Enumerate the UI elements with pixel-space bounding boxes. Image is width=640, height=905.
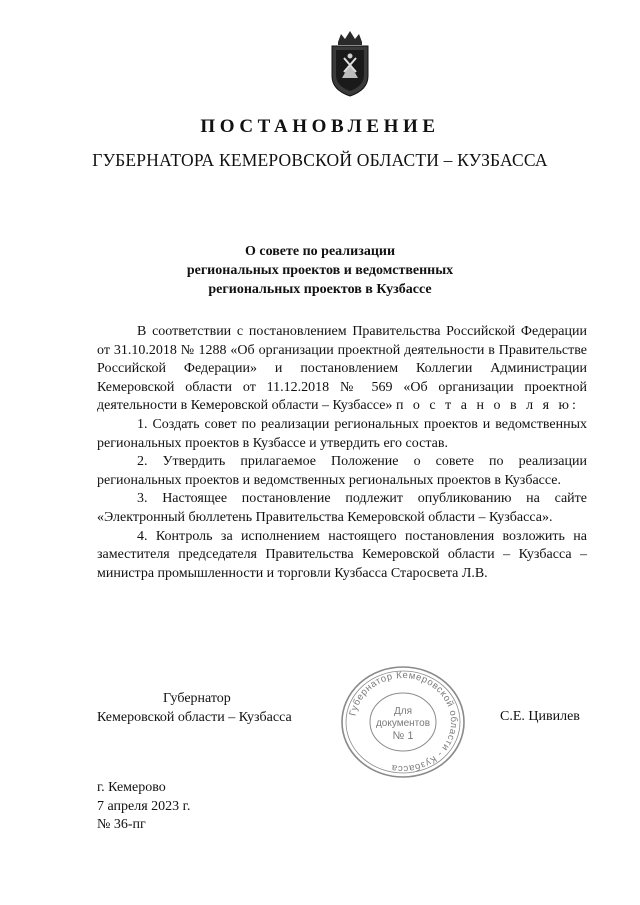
decree-item: 3. Настоящее постановление подлежит опубликованию на сайте «Электронный бюллетень Правительства Кемеровской области – Кузбасса».	[97, 491, 587, 525]
stamp-center-text: Для	[393, 706, 413, 717]
subject-line: О совете по реализации	[244, 244, 396, 259]
document-place-date	[97, 779, 190, 835]
decree-item: 1. Создать совет по реализации региональных проектов и ведомственных региональных проектов в Кузбассе и утвердить его состав.	[97, 416, 587, 451]
stamp-center-text: документов	[375, 718, 431, 729]
stamp-center-text: № 1	[392, 730, 414, 742]
signatory-title-line: Губернатор	[163, 691, 231, 706]
coat-of-arms-emblem	[328, 28, 372, 98]
date: 7 апреля 2023 г.	[97, 798, 191, 814]
subject-line: региональных проектов в Кузбассе	[208, 282, 432, 297]
signatory-title	[97, 690, 292, 727]
document-number: № 36-пг	[97, 817, 146, 833]
decree-word: п о с т а н о в л я ю:	[395, 398, 579, 414]
issuer-title: ГУБЕРНАТОРА КЕМЕРОВСКОЙ ОБЛАСТИ – КУЗБАССА	[92, 150, 548, 170]
signatory-name: С.Е. Цивилев	[500, 709, 580, 724]
signatory-title-line: Кемеровской области – Кузбасса	[97, 709, 292, 725]
stamp-ring-text: Губернатор Кемеровской области - Кузбасса	[347, 669, 460, 775]
document-type-title: ПОСТАНОВЛЕНИЕ	[200, 116, 440, 137]
document-body	[97, 323, 587, 583]
decree-item: 4. Контроль за исполнением настоящего постановления возложить на заместителя председателя Правительства Кемеровской области – Кузбасса – министра промышленности и торговли Кузбасса Старосвета Л.В.	[97, 528, 587, 581]
preamble-paragraph	[97, 323, 587, 416]
decree-item: 2. Утвердить прилагаемое Положение о совете по реализации региональных проектов и ведомственных региональных проектов в Кузбассе.	[97, 454, 587, 488]
preamble-text: В соответствии с постановлением Правительства Российской Федерации от 31.10.2018 № 1288 «Об организации проектной деятельности в Правительстве Российской Федерации» и постановлением Коллегии Администрации Кемеровской области от 11.12.2018 № 569 «Об организации проектной деятельности в Кемеровской области – Кузбассе»	[97, 324, 587, 414]
subject-line: региональных проектов и ведомственных	[186, 263, 454, 278]
official-seal-stamp	[338, 663, 468, 781]
city: г. Кемерово	[97, 780, 166, 795]
document-subject	[0, 242, 640, 299]
